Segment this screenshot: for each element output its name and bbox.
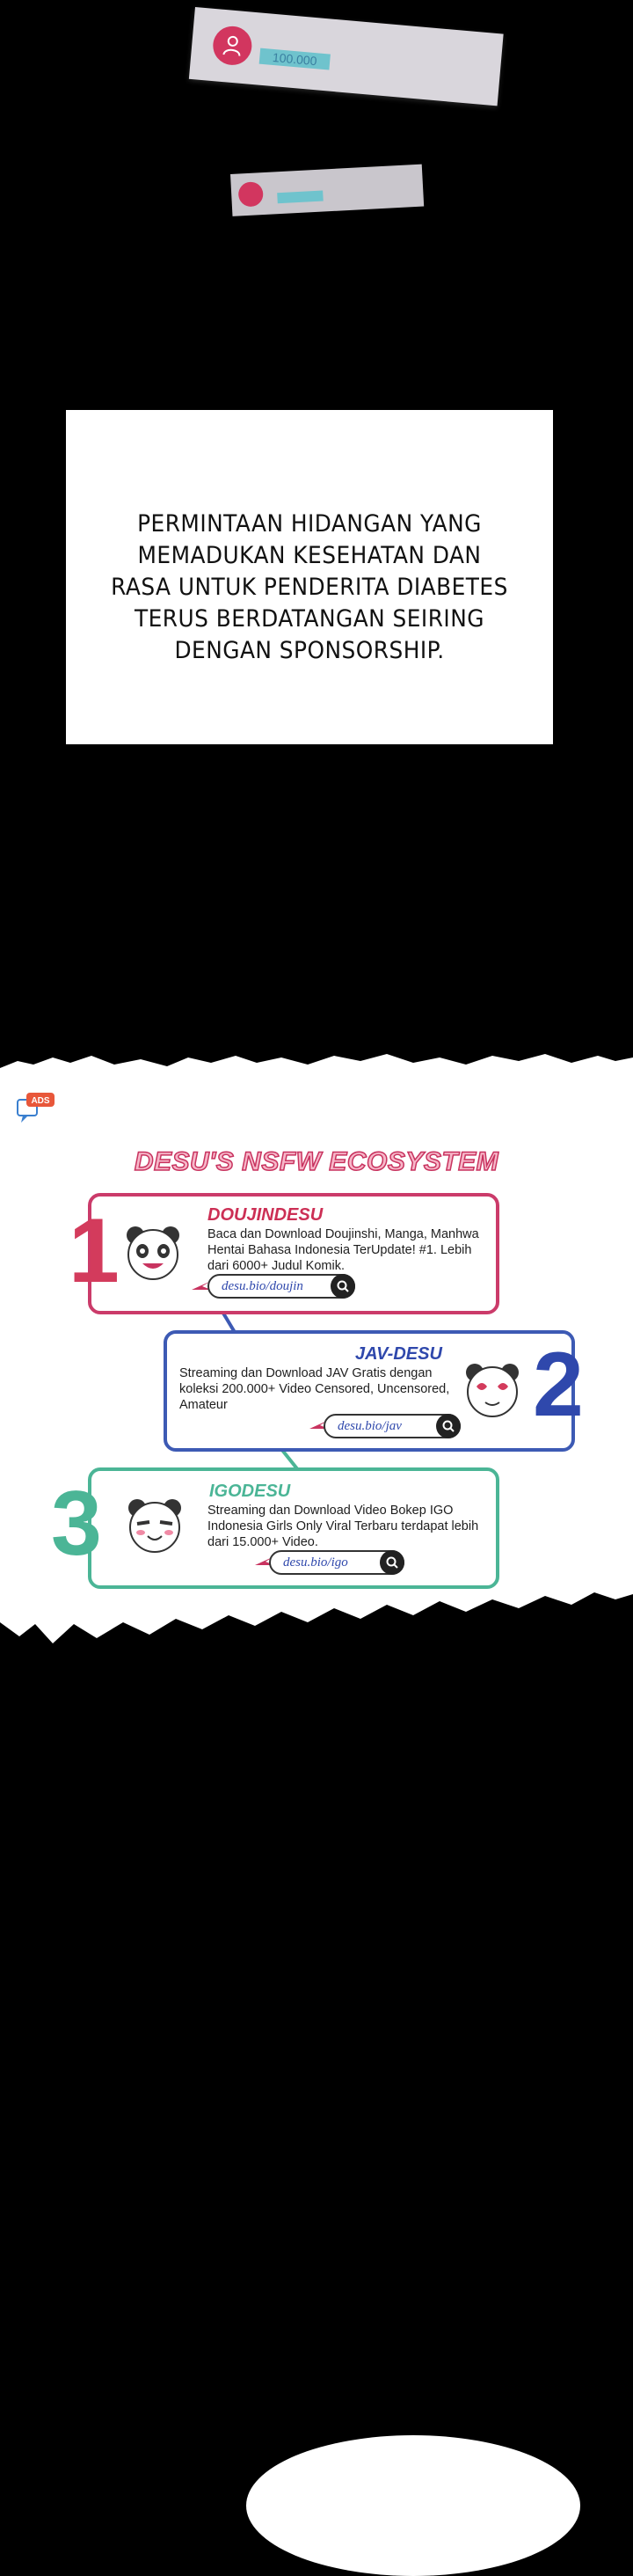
- ecosystem-title: DESU'S NSFW ECOSYSTEM: [134, 1147, 499, 1176]
- site-description: Streaming dan Download Video Bokep IGO Indonesia Girls Only Viral Terbaru terdapat lebih dari 15.000+ Video.: [207, 1504, 479, 1549]
- rank-number: 2: [533, 1334, 584, 1436]
- panda-mascot-icon: [462, 1360, 522, 1420]
- site-name: DOUJINDESU: [207, 1205, 324, 1225]
- search-icon[interactable]: [436, 1414, 461, 1438]
- site-name: JAV-DESU: [355, 1344, 442, 1364]
- rank-number: 1: [69, 1200, 120, 1302]
- donation-amount: 100.000: [259, 48, 331, 70]
- site-description: Streaming dan Download JAV Gratis dengan koleksi 200.000+ Video Censored, Uncensored, Amateur: [179, 1366, 450, 1412]
- search-icon[interactable]: [380, 1550, 404, 1575]
- site-url: desu.bio/igo: [283, 1555, 348, 1570]
- site-name: IGODESU: [209, 1482, 291, 1501]
- ads-badge-label: ADS: [31, 1096, 50, 1106]
- site-url-link[interactable]: [207, 1274, 355, 1299]
- next-panel-edge: [246, 2435, 580, 2576]
- site-description: Baca dan Download Doujinshi, Manga, Manhwa Hentai Bahasa Indonesia TerUpdate! #1. Lebih dari 6000+ Judul Komik.: [207, 1227, 479, 1273]
- site-url: desu.bio/doujin: [222, 1279, 303, 1293]
- panda-mascot-icon: [123, 1223, 183, 1283]
- site-url: desu.bio/jav: [338, 1419, 402, 1433]
- site-url-link[interactable]: [269, 1550, 404, 1575]
- site-url-link[interactable]: [324, 1414, 461, 1438]
- rank-number: 3: [51, 1473, 102, 1575]
- caption-text: PERMINTAAN HIDANGAN YANG MEMADUKAN KESEHATAN DAN RASA UNTUK PENDERITA DIABETES TERUS BERDATANGAN SEIRING DENGAN SPONSORSHIP.: [111, 510, 508, 664]
- panda-mascot-icon: [125, 1496, 185, 1555]
- search-icon[interactable]: [331, 1274, 355, 1299]
